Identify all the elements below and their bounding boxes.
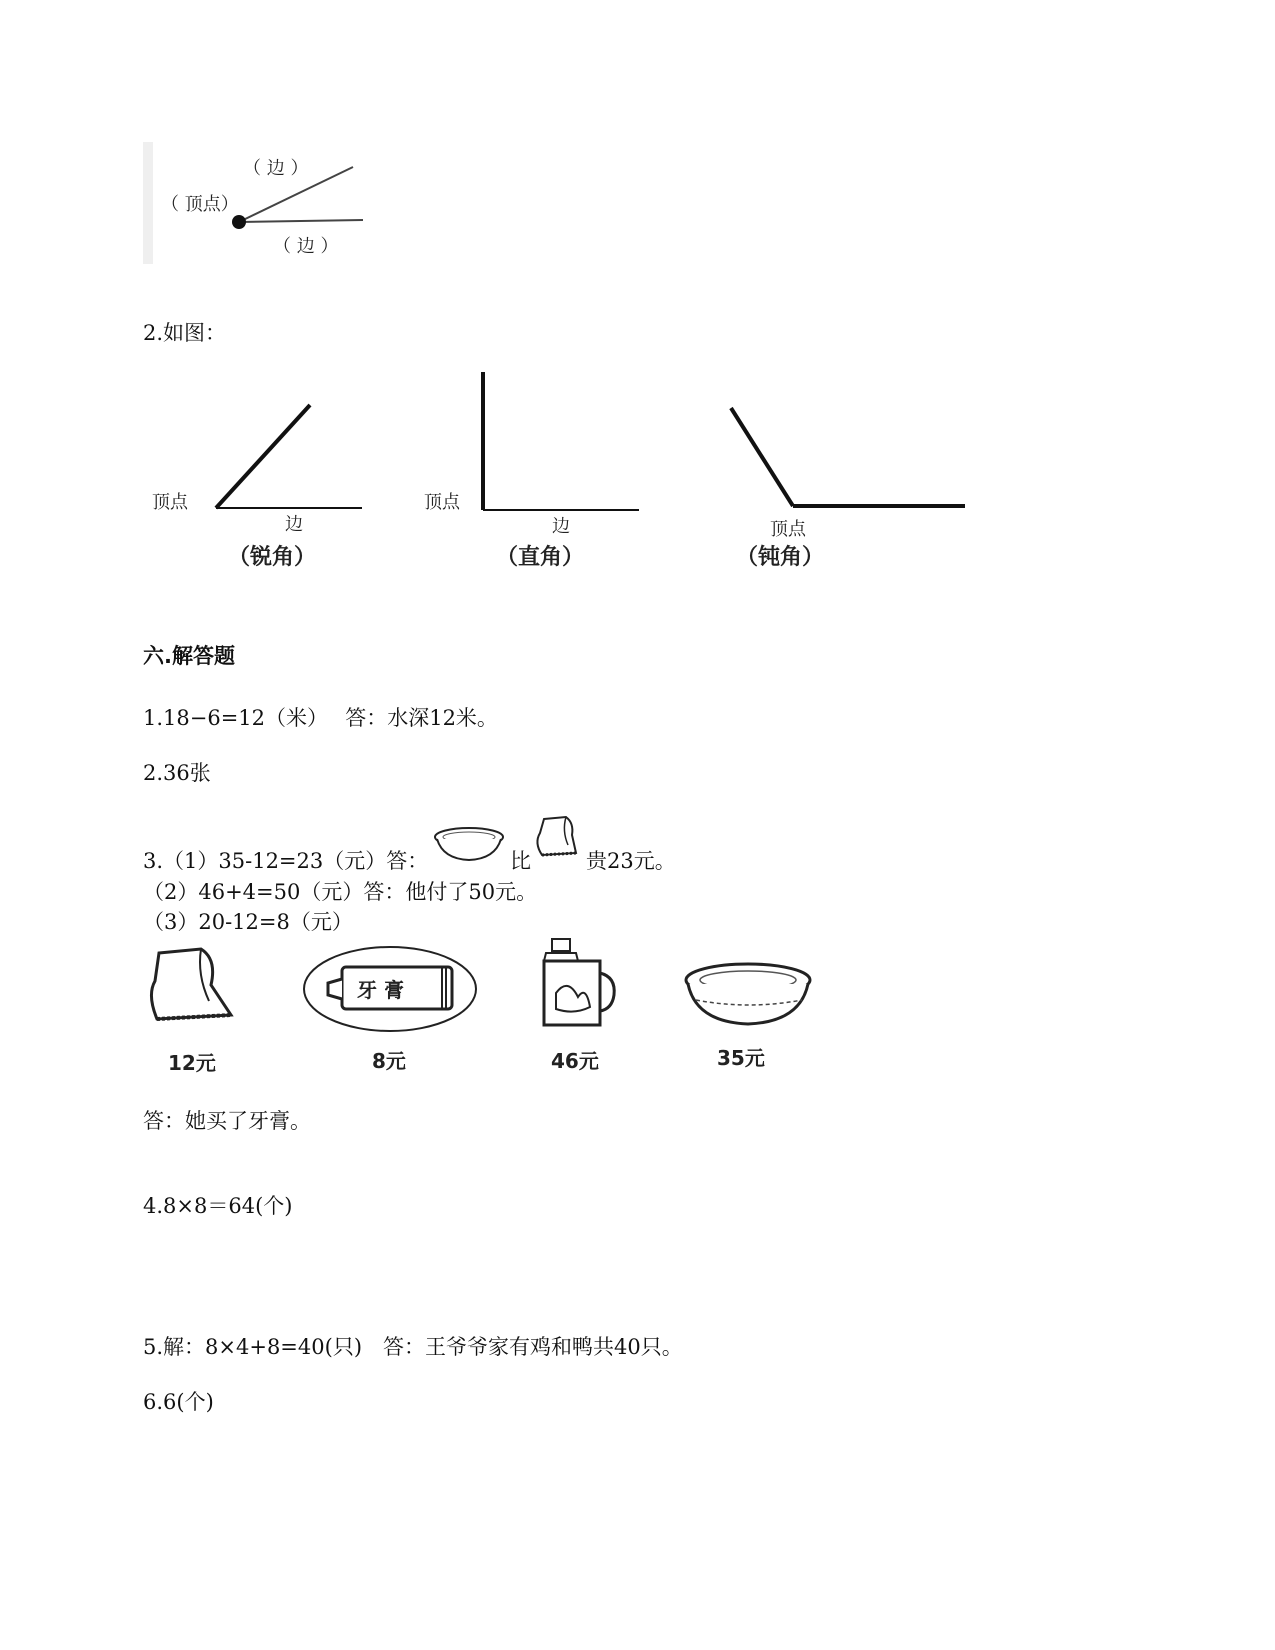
towel-icon <box>532 815 584 861</box>
right-vertex-label: 顶点 <box>424 492 460 513</box>
acute-caption: （锐角） <box>228 545 317 570</box>
answer-6: 6.6(个) <box>143 1390 214 1414</box>
answer-3-1-suffix: 贵23元。 <box>586 849 676 873</box>
answer-4: 4.8×8＝64(个) <box>143 1194 293 1218</box>
toothpaste-price: 8元 <box>372 1049 406 1073</box>
answer-5: 5.解：8×4+8=40(只) 答：王爷爷家有鸡和鸭共40只。 <box>143 1335 683 1359</box>
answer-2: 2.36张 <box>143 761 211 785</box>
edge-label-bottom: （ 边 ） <box>273 236 339 257</box>
vertex-label: （ 顶点） <box>161 194 239 215</box>
basin-price: 35元 <box>717 1046 765 1070</box>
right-edge-label: 边 <box>552 516 570 537</box>
right-angle-diagram <box>475 370 645 520</box>
towel-price: 12元 <box>168 1051 216 1075</box>
right-caption: （直角） <box>496 545 585 570</box>
section-heading: 六.解答题 <box>143 644 235 668</box>
acute-edge-label: 边 <box>285 514 303 535</box>
answer-3-1-prefix: 3.（1）35-12=23（元）答： <box>143 849 429 873</box>
acute-angle-diagram <box>210 400 370 520</box>
obtuse-vertex-label: 顶点 <box>770 519 806 540</box>
basin-icon <box>433 825 505 865</box>
edge-label-top: （ 边 ） <box>243 158 309 179</box>
obtuse-caption: （钝角） <box>736 545 825 570</box>
toothpaste-label: 牙 膏 <box>357 978 404 1002</box>
answer-3-1-mid: 比 <box>510 849 531 873</box>
cup-price: 46元 <box>551 1049 599 1073</box>
answer-3-final: 答：她买了牙膏。 <box>143 1109 311 1133</box>
angle-parts-figure <box>143 142 373 264</box>
cup-icon <box>538 937 618 1032</box>
acute-vertex-label: 顶点 <box>152 492 188 513</box>
answer-3-3: （3）20-12=8（元） <box>143 910 353 934</box>
answer-3-2: （2）46+4=50（元）答：他付了50元。 <box>143 880 538 904</box>
towel-icon <box>145 945 240 1025</box>
q2-intro: 2.如图： <box>143 321 227 345</box>
answer-1: 1.18−6=12（米） 答：水深12米。 <box>143 706 498 730</box>
obtuse-angle-diagram <box>725 400 975 510</box>
basin-icon <box>682 960 817 1032</box>
